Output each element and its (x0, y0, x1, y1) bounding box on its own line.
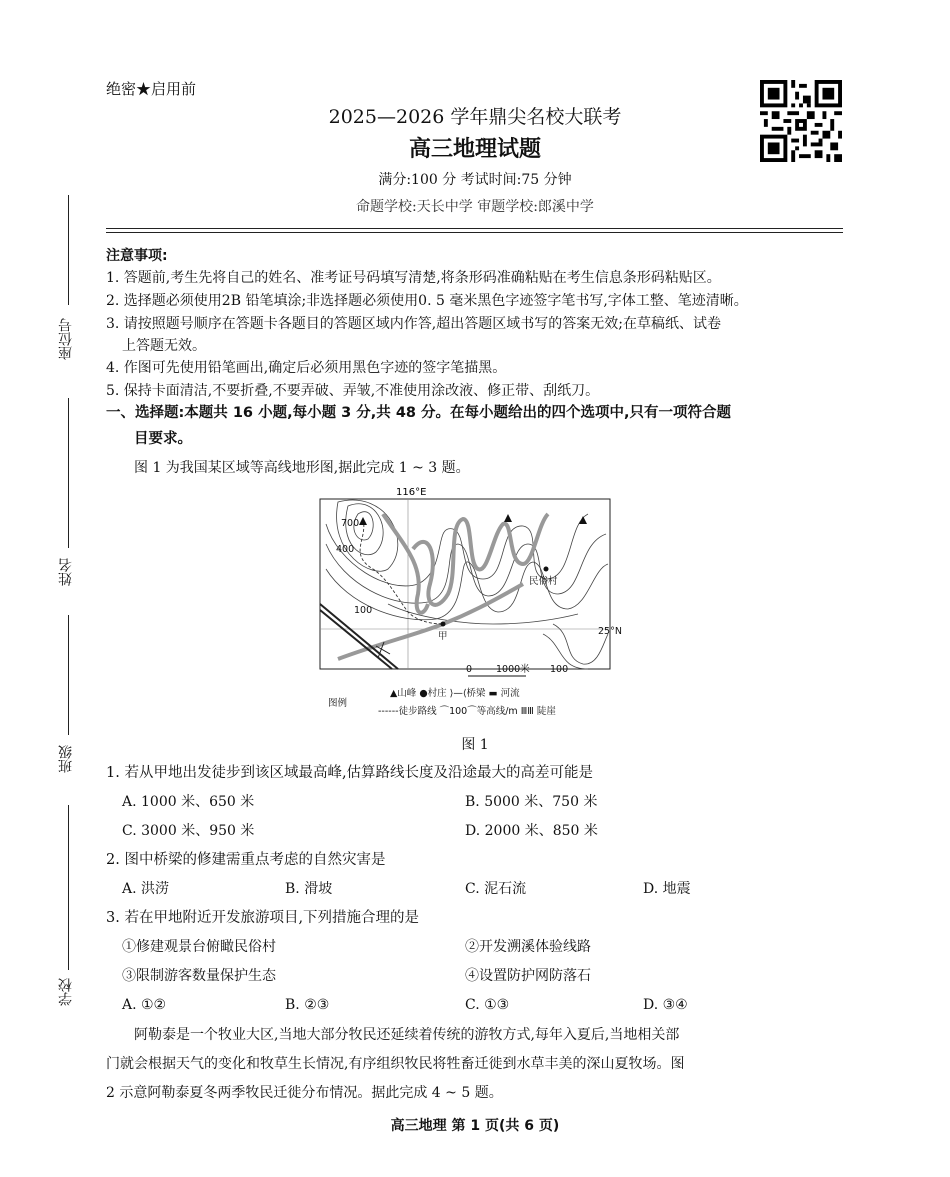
peak-icon (359, 517, 367, 525)
notice-item: 3. 请按照题号顺序在答题卡各题目的答题区域内作答,超出答题区域书写的答案无效;在草稿纸、试卷 (106, 316, 721, 332)
legend-row: ------徒步路线 ⌒100⌒等高线/m ⅢⅢ 陡崖 (378, 706, 556, 717)
name-label: 姓名 (58, 558, 74, 586)
option-a: A. 1000 米、650 米 (122, 794, 255, 810)
page-title: 高三地理试题 (408, 136, 541, 162)
peak-icon (579, 516, 587, 524)
option-b: B. 5000 米、750 米 (465, 794, 598, 810)
question-stem: 1. 若从甲地出发徒步到该区域最高峰,估算路线长度及沿途最大的高差可能是 (106, 765, 594, 781)
passage-line: 门就会根据天气的变化和牧草生长情况,有序组织牧民将牲畜迁徙到水草丰美的深山夏牧场。图 (106, 1056, 685, 1072)
latitude-label: 25°N (598, 626, 622, 637)
section-intro: 图 1 为我国某区域等高线地形图,据此完成 1 ~ 3 题。 (134, 460, 470, 476)
longitude-label: 116°E (396, 487, 427, 498)
legend-row: ▲山峰 ●村庄 ⟩—⟨桥梁 ▬ 河流 (390, 688, 520, 699)
jia-icon (441, 622, 446, 627)
schools: 命题学校:天长中学 审题学校:郎溪中学 (356, 199, 594, 215)
binding-line (68, 398, 69, 548)
passage-line: 阿勒泰是一个牧业大区,当地大部分牧民还延续着传统的游牧方式,每年入夏后,当地相关部 (134, 1027, 680, 1043)
notice-item: 上答题无效。 (122, 338, 206, 354)
option-d: D. ③④ (643, 997, 688, 1013)
option-a: A. ①② (122, 997, 167, 1013)
contour-label: 400 (336, 544, 355, 555)
option-b: B. ②③ (285, 997, 330, 1013)
notice-item: 4. 作图可先使用铅笔画出,确定后必须用黑色字迹的签字笔描黑。 (106, 360, 507, 376)
statement-1: ①修建观景台俯瞰民俗村 (122, 939, 276, 955)
river (383, 514, 428, 613)
binding-line (68, 805, 69, 970)
passage-line: 2 示意阿勒泰夏冬两季牧民迁徙分布情况。据此完成 4 ~ 5 题。 (106, 1085, 503, 1101)
option-a: A. 洪涝 (122, 881, 170, 897)
peak-icon (504, 514, 512, 522)
seat-label: 座位号 (58, 318, 74, 360)
cliff (320, 610, 392, 669)
option-d: D. 2000 米、850 米 (465, 823, 598, 839)
legend-title: 图例 (328, 698, 348, 709)
village-label: 民俗村 (529, 576, 558, 587)
statement-2: ②开发溯溪体验线路 (465, 939, 591, 955)
section-heading: 目要求。 (134, 431, 192, 447)
figure-caption: 图 1 (461, 737, 489, 753)
section-heading: 一、选择题:本题共 16 小题,每小题 3 分,共 48 分。在每小题给出的四个选项中,只有一项符合题 (106, 405, 732, 421)
question-stem: 3. 若在甲地附近开发旅游项目,下列措施合理的是 (106, 910, 420, 926)
binding-line (68, 615, 69, 735)
village-icon (544, 567, 549, 572)
qr-code-icon (760, 80, 842, 162)
contour-map (318, 484, 622, 734)
contour-label: 100 (550, 664, 569, 675)
contour-label: 700 (341, 518, 360, 529)
contour-label: 100 (354, 605, 373, 616)
notice-item: 1. 答题前,考生先将自己的姓名、准考证号码填写清楚,将条形码准确粘贴在考生信息条形码粘贴区。 (106, 270, 721, 286)
notice-item: 2. 选择题必须使用2B 铅笔填涂;非选择题必须使用0. 5 毫米黑色字迹签字笔书写,字体工整、笔迹清晰。 (106, 293, 748, 309)
header-divider (106, 228, 843, 229)
page-footer: 高三地理 第 1 页(共 6 页) (390, 1118, 560, 1134)
option-c: C. 3000 米、950 米 (122, 823, 255, 839)
option-b: B. 滑坡 (285, 881, 333, 897)
score-time: 满分:100 分 考试时间:75 分钟 (378, 172, 572, 188)
statement-3: ③限制游客数量保护生态 (122, 968, 276, 984)
exam-name: 2025—2026 学年鼎尖名校大联考 (328, 106, 622, 128)
school-label: 学校 (58, 978, 74, 1006)
header-divider (106, 232, 843, 233)
option-c: C. ①③ (465, 997, 510, 1013)
scale-length: 1000米 (496, 664, 530, 675)
option-d: D. 地震 (643, 881, 691, 897)
scale-zero: 0 (466, 664, 473, 675)
question-stem: 2. 图中桥梁的修建需重点考虑的自然灾害是 (106, 852, 386, 868)
class-label: 班级 (58, 745, 74, 773)
option-c: C. 泥石流 (465, 881, 527, 897)
secret-label: 绝密★启用前 (106, 80, 197, 98)
statement-4: ④设置防护网防落石 (465, 968, 591, 984)
jia-label: 甲 (438, 631, 448, 642)
notice-item: 5. 保持卡面清洁,不要折叠,不要弄破、弄皱,不准使用涂改液、修正带、刮纸刀。 (106, 383, 600, 399)
notice-heading: 注意事项: (106, 248, 168, 264)
